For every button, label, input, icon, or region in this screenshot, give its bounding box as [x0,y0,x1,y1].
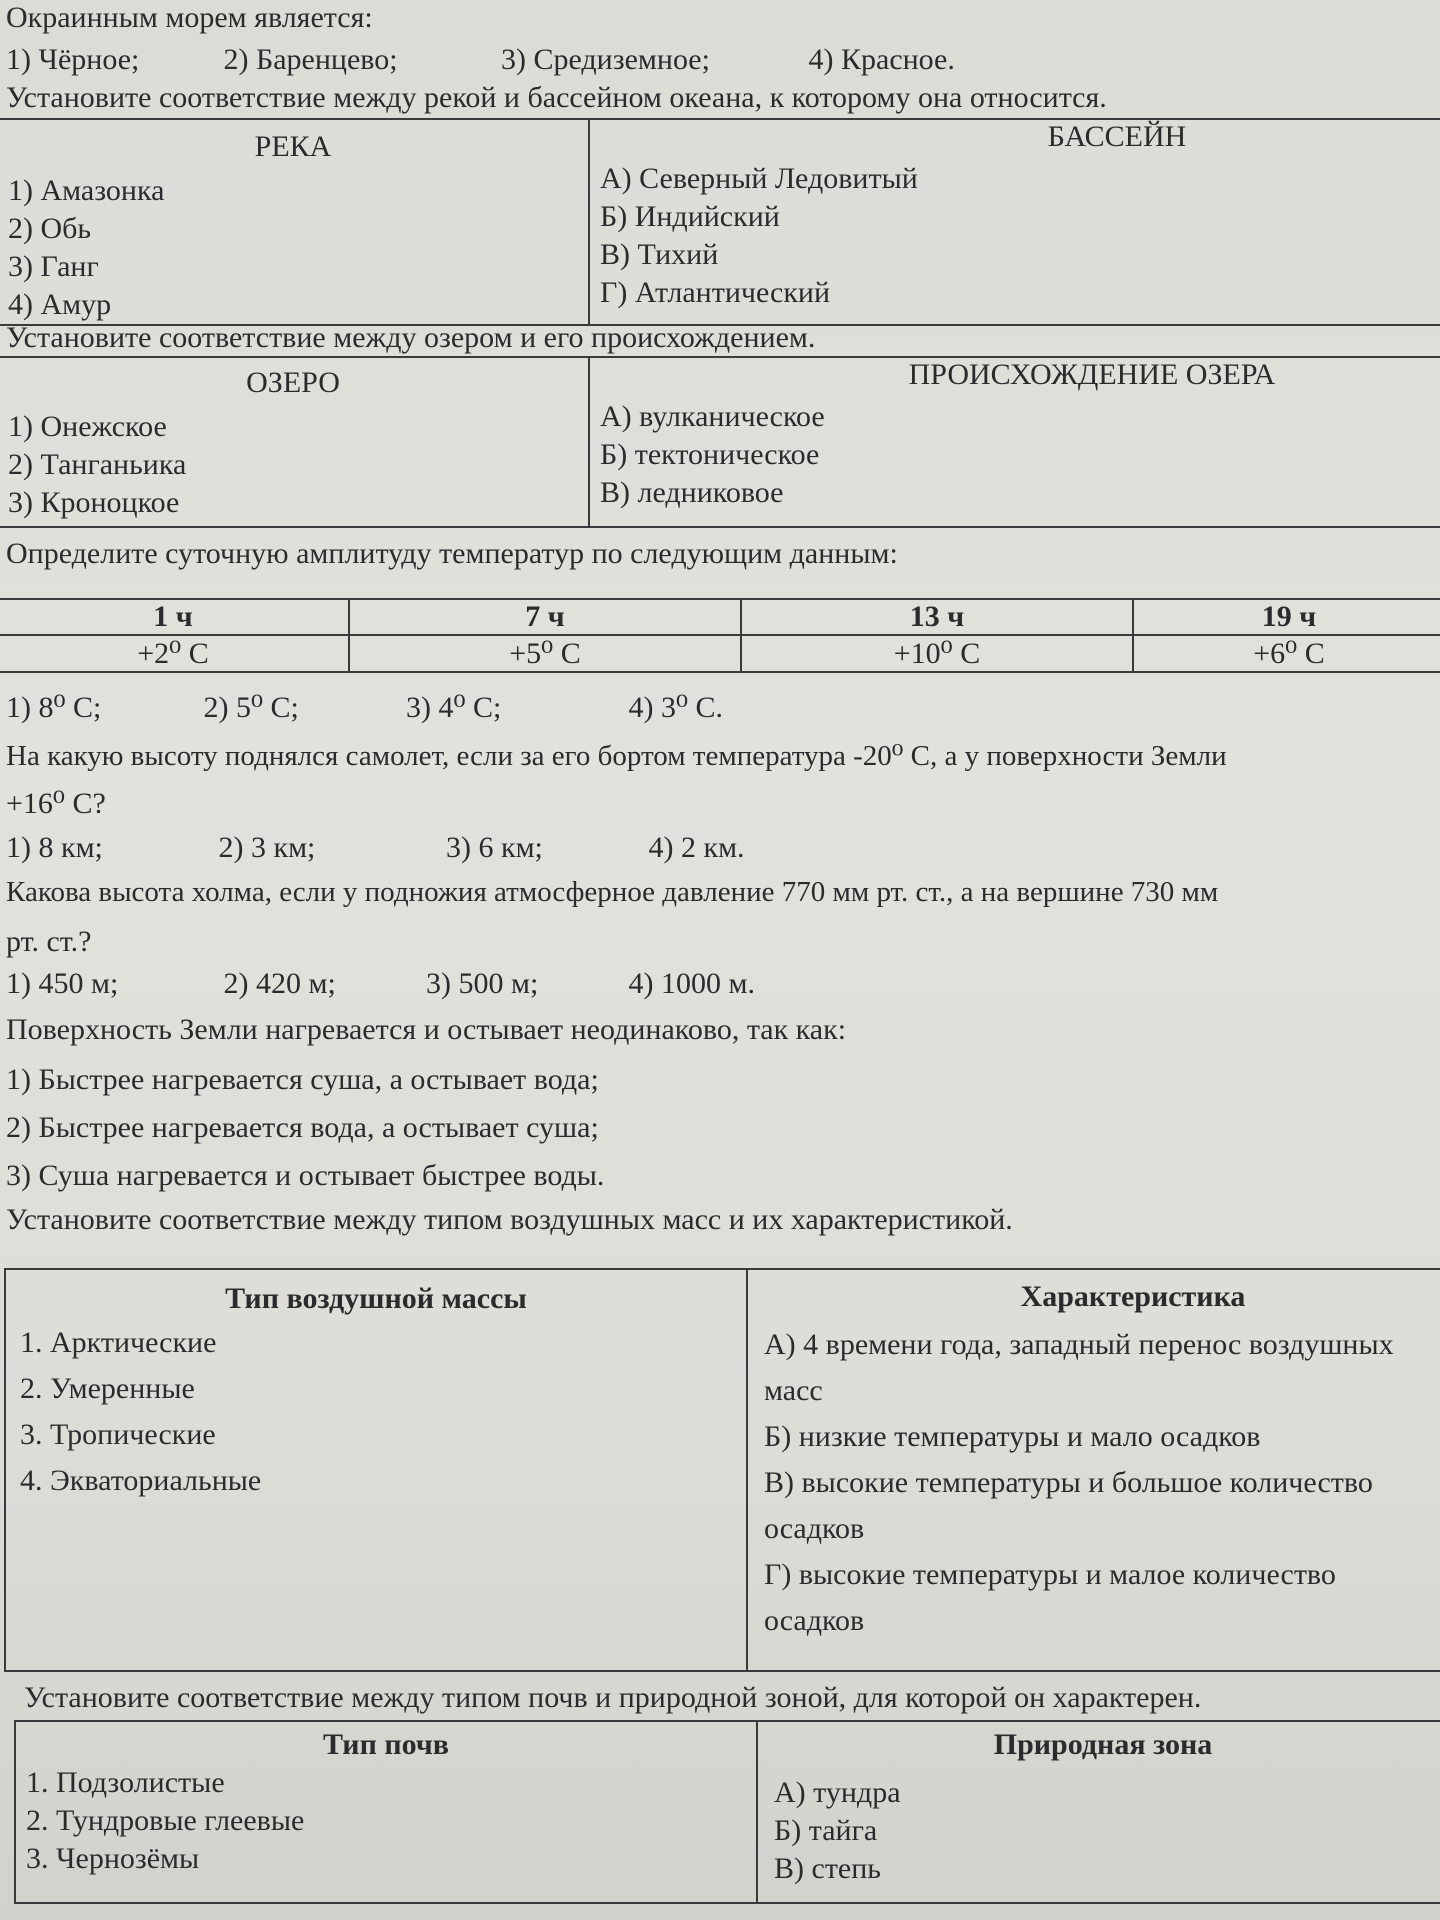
list-item: В) степь [774,1852,881,1885]
q7-option: 3) Суша нагревается и остывает быстрее воды. [6,1159,605,1192]
list-item: В) Тихий [600,238,719,271]
list-item: В) высокие температуры и большое количество осадков [764,1466,1373,1545]
list-item: А) 4 времени года, западный перенос воздушных масс [764,1328,1394,1407]
q9-right-cell [757,1721,1440,1903]
q6-options [6,966,755,1002]
q1-option: 1) Чёрное; [6,43,140,76]
q5-option: 3) 6 км; [446,831,543,864]
q2-right-list [600,160,1434,312]
list-item: 2) Обь [8,212,92,245]
q5-option: 1) 8 км; [6,831,103,864]
q9-right-header: Природная зона [993,1728,1213,1761]
list-item: 1) Онежское [8,410,167,443]
table-header-cell: 1 ч [0,599,349,635]
q4-text: Определите суточную амплитуду температур по следующим данным: [6,537,898,570]
q2-left-header: РЕКА [254,130,332,163]
list-item: Б) тектоническое [600,438,820,471]
q9-text: Установите соответствие между типом почв и природной зоной, для которой он характерен. [24,1681,1202,1714]
q3-text: Установите соответствие между озером и его происхождением. [6,321,816,354]
q9-table [14,1720,1440,1904]
list-item: 3) Ганг [8,250,99,283]
table-cell: +10⁰ С [741,635,1133,672]
q8-table [4,1268,1440,1672]
q1-options [6,42,955,78]
list-item: 2) Танганьика [8,448,187,481]
q2-table [0,118,1440,326]
table-cell: +2⁰ С [0,635,349,672]
q6-text-cont: рт. ст.? [6,925,92,958]
list-item: Б) Индийский [600,200,780,233]
q6-option: 1) 450 м; [6,967,119,1000]
q3-left-header: ОЗЕРО [246,366,340,399]
list-item: 2. Умеренные [20,1372,195,1405]
q4-option: 2) 5⁰ С; [203,691,299,724]
q2-left-cell [0,119,589,325]
q4-option: 4) 3⁰ С. [628,691,724,724]
table-cell: +6⁰ С [1133,635,1440,672]
q7-text: Поверхность Земли нагревается и остывает неодинаково, так как: [6,1013,847,1046]
q4-option: 3) 4⁰ С; [406,691,502,724]
q2-right-cell [589,119,1440,325]
list-item: 3. Чернозёмы [26,1842,200,1875]
list-item: А) тундра [774,1776,901,1809]
q6-text: Какова высота холма, если у подножия атмосферное давление 770 мм рт. ст., а на вершине 730 мм [6,876,1219,908]
q3-left-cell [0,357,589,527]
list-item: 4) Амур [8,288,112,321]
q8-left-cell [5,1269,747,1671]
q6-option: 3) 500 м; [426,967,539,1000]
q1-option: 2) Баренцево; [223,43,398,76]
q3-table [0,356,1440,528]
table-header-cell: 13 ч [741,599,1133,635]
list-item: 3. Тропические [20,1418,216,1451]
q3-right-header: ПРОИСХОЖДЕНИЕ ОЗЕРА [908,358,1276,391]
list-item: 4. Экваториальные [20,1464,262,1497]
list-item: Г) высокие температуры и малое количество осадков [764,1558,1336,1637]
q3-left-list [8,408,578,522]
q7-option: 1) Быстрее нагревается суша, а остывает вода; [6,1063,599,1096]
q8-right-list [764,1322,1414,1644]
list-item: А) Северный Ледовитый [600,162,918,195]
q8-right-header: Характеристика [1020,1280,1246,1313]
q2-right-header: БАССЕЙН [1047,120,1187,153]
q4-temperature-table [0,598,1440,673]
q8-right-cell [747,1269,1440,1671]
q5-option: 4) 2 км. [648,831,745,864]
list-item: А) вулканическое [600,400,825,433]
q8-left-list [16,1320,736,1504]
list-item: 1) Амазонка [8,174,165,207]
q6-option: 4) 1000 м. [628,967,755,1000]
q9-left-list [26,1764,746,1878]
q9-right-list [774,1774,1432,1888]
list-item: В) ледниковое [600,476,784,509]
q9-left-header: Тип почв [323,1728,449,1761]
table-header-cell: 19 ч [1133,599,1440,635]
q7-option: 2) Быстрее нагревается вода, а остывает суша; [6,1111,599,1144]
q3-right-list [600,398,1434,512]
list-item: Г) Атлантический [600,276,831,309]
q1-option: 3) Средиземное; [501,43,710,76]
q2-text: Установите соответствие между рекой и бассейном океана, к которому она относится. [6,81,1107,114]
table-header-cell: 7 ч [349,599,741,635]
q1-text: Окраинным морем является: [6,1,373,34]
q8-text: Установите соответствие между типом воздушных масс и их характеристикой. [6,1203,1013,1236]
q1-option: 4) Красное. [808,43,955,76]
list-item: 3) Кроноцкое [8,486,180,519]
list-item: Б) тайга [774,1814,878,1847]
table-cell: +5⁰ С [349,635,741,672]
list-item: Б) низкие температуры и мало осадков [764,1420,1261,1453]
q9-left-cell [15,1721,757,1903]
q5-text: На какую высоту поднялся самолет, если за его бортом температура -20⁰ С, а у поверхности Земли [6,740,1227,772]
list-item: 2. Тундровые глеевые [26,1804,305,1837]
q5-options [6,830,745,866]
q6-option: 2) 420 м; [223,967,336,1000]
q8-left-header: Тип воздушной массы [225,1282,527,1315]
list-item: 1. Арктические [20,1326,217,1359]
q5-option: 2) 3 км; [218,831,316,864]
list-item: 1. Подзолистые [26,1766,225,1799]
q5-text-cont: +16⁰ С? [6,787,106,820]
q2-left-list [8,172,578,324]
q4-options [6,690,723,726]
q3-right-cell [589,357,1440,527]
q4-option: 1) 8⁰ С; [6,691,102,724]
